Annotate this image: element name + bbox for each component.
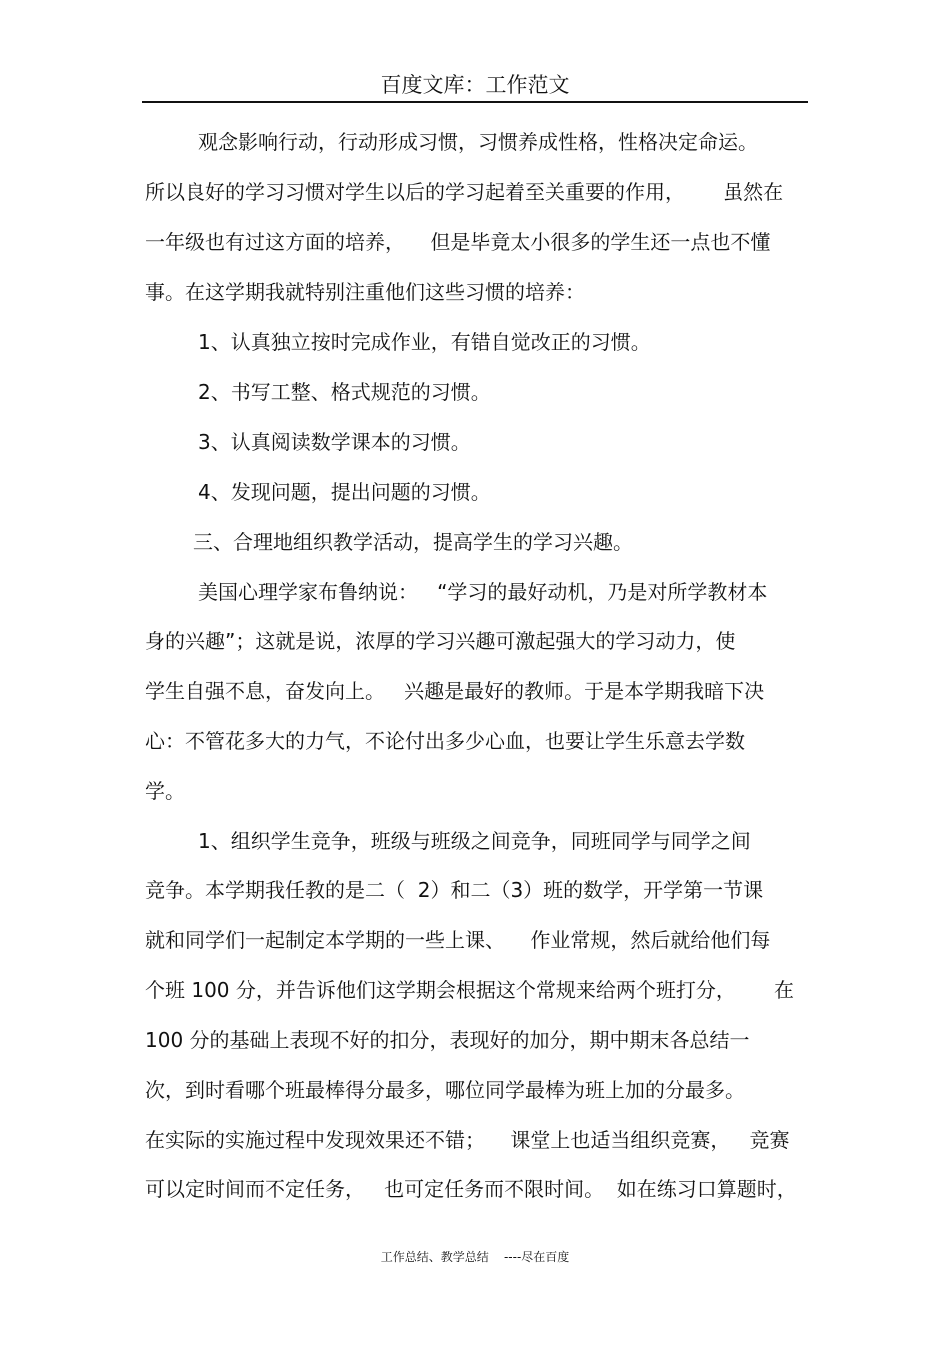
- text-line: 心：不管花多大的力气，不论付出多少心血，也要让学生乐意去学数: [145, 729, 745, 753]
- text-line: 身的兴趣”；这就是说，浓厚的学习兴趣可激起强大的学习动力，使: [145, 629, 736, 653]
- text-line: 1、组织学生竞争，班级与班级之间竞争，同班同学与同学之间: [198, 829, 751, 853]
- list-item: 3、认真阅读数学课本的习惯。: [198, 430, 471, 454]
- text-line: 可以定时间而不定任务， 也可定任务而不限时间。 如在练习口算题时，: [145, 1177, 797, 1201]
- text-line: 学。: [145, 779, 185, 803]
- text-line: 美国心理学家布鲁纳说： “学习的最好动机，乃是对所学教材本: [198, 580, 768, 604]
- page-footer: 工作总结、教学总结 ----尽在百度: [380, 1250, 570, 1264]
- text-line: 在实际的实施过程中发现效果还不错； 课堂上也适当组织竞赛， 竞赛: [145, 1128, 790, 1152]
- text-line: 事。在这学期我就特别注重他们这些习惯的培养：: [145, 280, 585, 304]
- list-item: 4、发现问题，提出问题的习惯。: [198, 480, 491, 504]
- text-line: 学生自强不息，奋发向上。 兴趣是最好的教师。于是本学期我暗下决: [145, 679, 765, 703]
- text-line: 一年级也有过这方面的培养， 但是毕竟太小很多的学生还一点也不懂: [145, 230, 771, 254]
- text-line: 观念影响行动，行动形成习惯，习惯养成性格，性格决定命运。: [198, 130, 758, 154]
- text-line: 所以良好的学习习惯对学生以后的学习起着至关重要的作用， 虽然在: [145, 180, 784, 204]
- text-line: 次，到时看哪个班最棒得分最多，哪位同学最棒为班上加的分最多。: [145, 1078, 745, 1102]
- text-line: 个班 100 分，并告诉他们这学期会根据这个常规来给两个班打分， 在: [145, 978, 795, 1002]
- text-line: 100 分的基础上表现不好的扣分，表现好的加分，期中期末各总结一: [145, 1028, 750, 1052]
- page-header: 百度文库：工作范文: [380, 73, 570, 97]
- header-divider: [142, 101, 808, 103]
- text-line: 竞争。本学期我任教的是二（ 2）和二（3）班的数学，开学第一节课: [145, 878, 764, 902]
- list-item: 1、认真独立按时完成作业，有错自觉改正的习惯。: [198, 330, 651, 354]
- list-item: 2、书写工整、格式规范的习惯。: [198, 380, 491, 404]
- text-line: 就和同学们一起制定本学期的一些上课、 作业常规，然后就给他们每: [145, 928, 771, 952]
- section-heading: 三、合理地组织教学活动，提高学生的学习兴趣。: [193, 530, 633, 554]
